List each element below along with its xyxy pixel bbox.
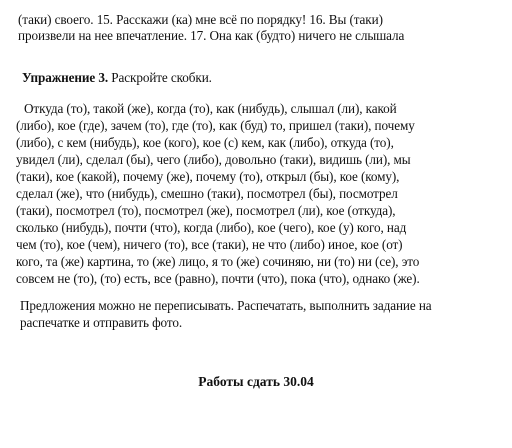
exercise-line-11: совсем не (то), (то) есть, все (равно), почти (что), пока (что), однако (же). [16, 271, 420, 286]
exercise-label: Упражнение 3. [22, 70, 109, 85]
exercise-line-8: сколько (нибудь), почти (что), когда (либо), кое (чего), кое (у) кого, над [16, 220, 407, 235]
exercise-line-1: Откуда (то), такой (же), когда (то), как (нибудь), слышал (ли), какой [24, 101, 397, 116]
exercise-line-6: сделал (же), что (нибудь), смешно (таки), посмотрел (бы), посмотрел [16, 186, 398, 201]
exercise-line-3: (либо), с кем (нибудь), кое (кого), кое (с) кем, как (либо), откуда (то), [16, 135, 394, 150]
text-line-top-2: произвели на нее впечатление. 17. Она как (будто) ничего не слышала [18, 28, 405, 43]
note-line-2: распечатке и отправить фото. [20, 315, 183, 330]
text-line-top-1: (таки) своего. 15. Расскажи (ка) мне всё по порядку! 16. Вы (таки) [18, 12, 383, 27]
note-line-1: Предложения можно не переписывать. Распечатать, выполнить задание на [20, 298, 432, 313]
exercise-line-9: чем (то), кое (чем), ничего (то), все (таки), не что (либо) иное, кое (от) [16, 237, 403, 252]
exercise-heading [22, 70, 212, 86]
exercise-line-10: кого, та (же) картина, то (же) лицо, я то (же) сочиняю, ни (то) ни (се), это [16, 254, 420, 269]
exercise-line-4: увидел (ли), сделал (бы), чего (либо), довольно (таки), видишь (ли), мы [16, 152, 411, 167]
exercise-line-5: (таки), кое (какой), почему (же), почему (то), открыл (бы), кое (кому), [16, 169, 400, 184]
exercise-line-2: (либо), кое (где), зачем (то), где (то), как (буд) то, пришел (таки), почему [16, 118, 415, 133]
exercise-line-7: (таки), посмотрел (то), посмотрел (же), посмотрел (ли), кое (откуда), [16, 203, 396, 218]
exercise-instruction: Раскройте скобки. [111, 70, 212, 85]
deadline-text: Работы сдать 30.04 [198, 374, 314, 389]
